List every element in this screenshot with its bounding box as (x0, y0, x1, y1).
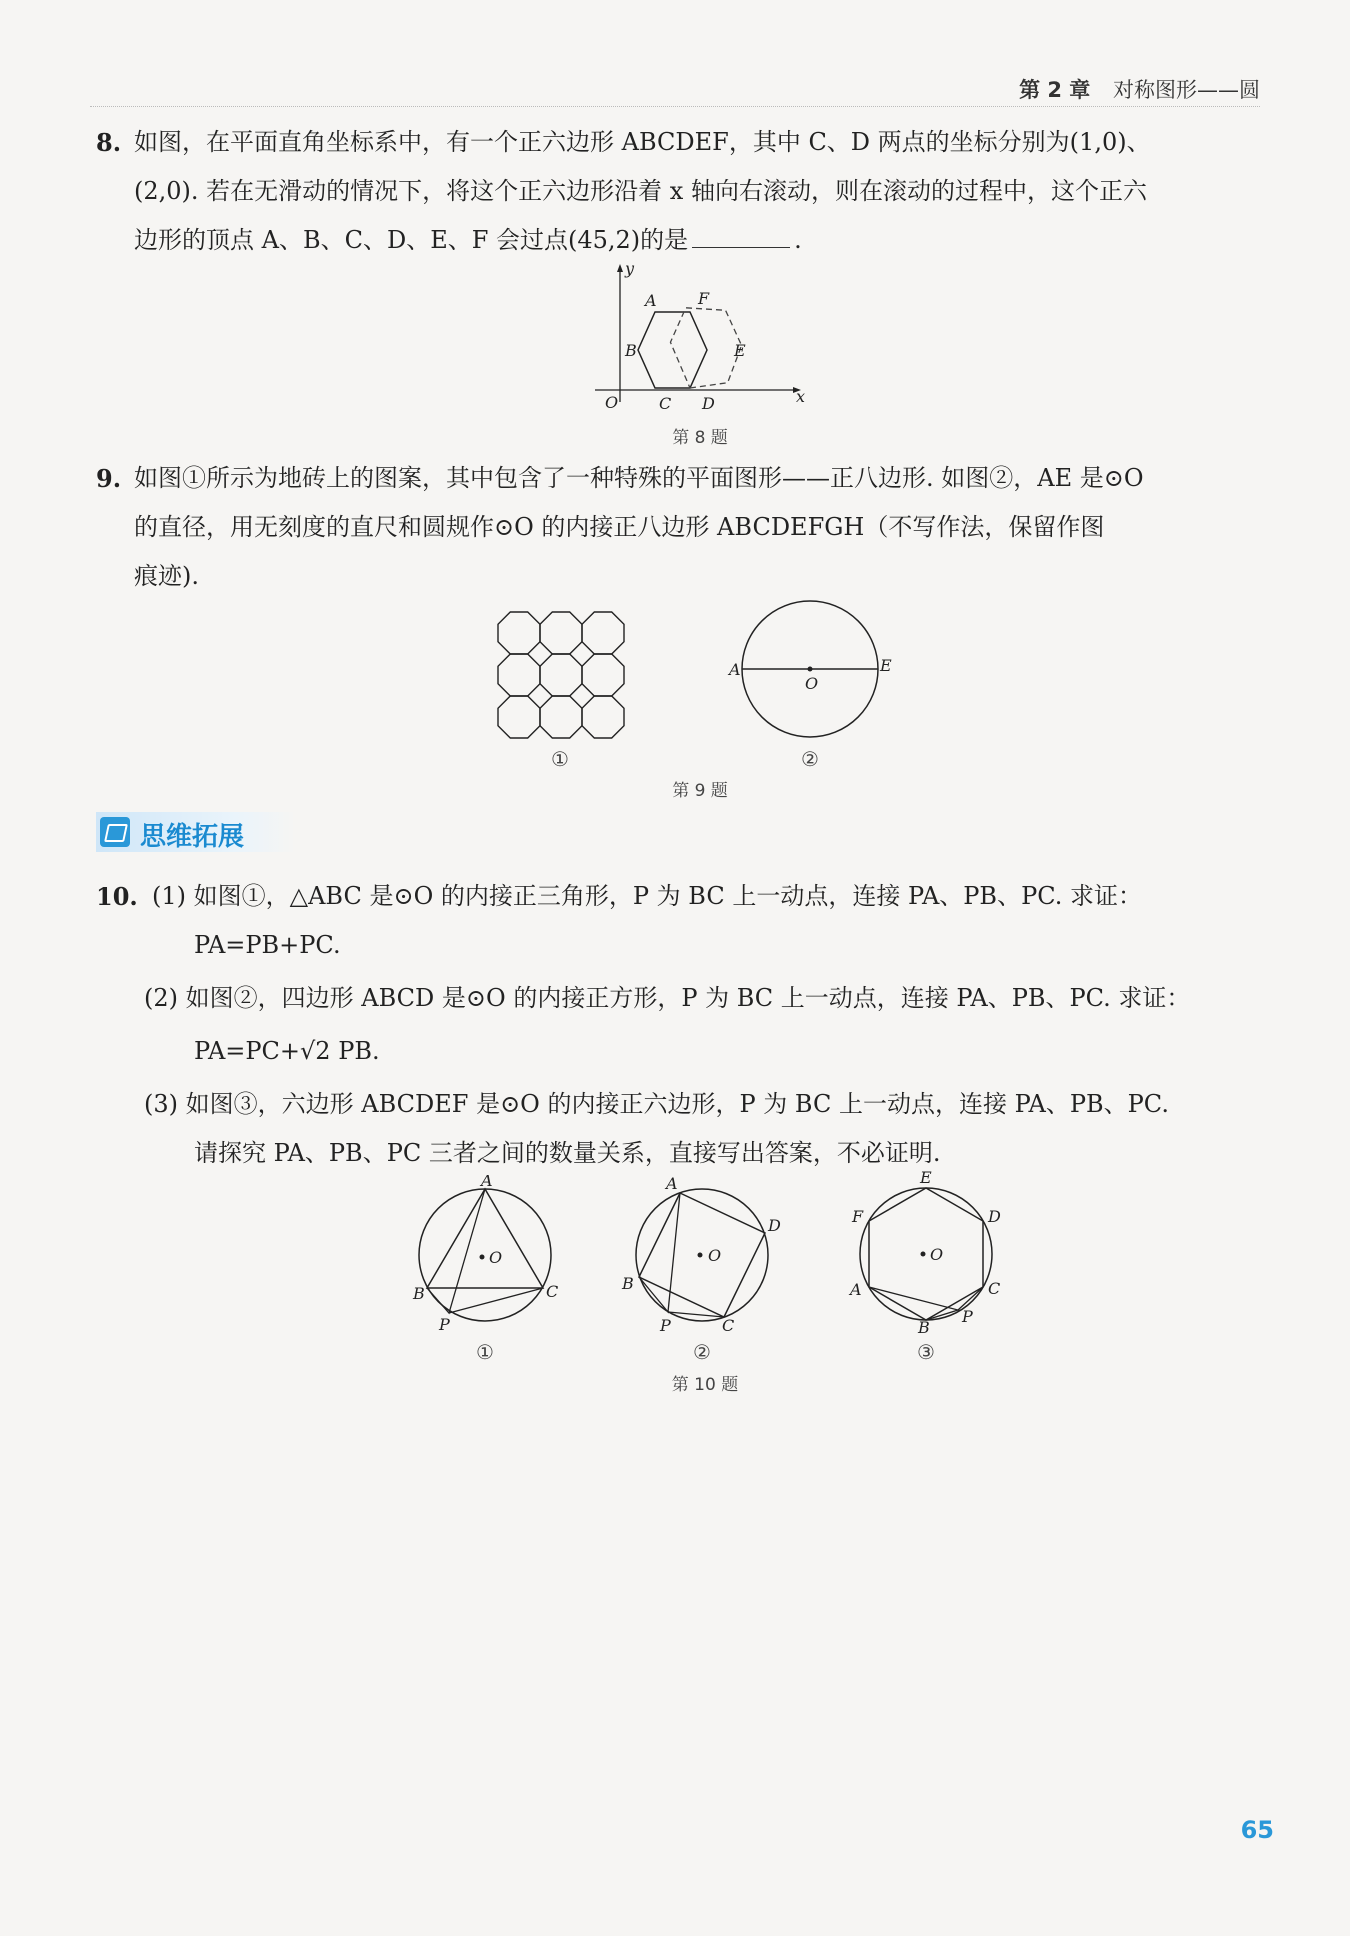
question-number: 9. (96, 464, 122, 493)
point-a: A (729, 660, 741, 679)
vertex-d: D (768, 1216, 781, 1235)
q10-figure-2 (620, 1175, 790, 1335)
octagon-tile (540, 612, 582, 654)
vertex-c: C (988, 1279, 1001, 1298)
question-text-line: . (794, 226, 802, 254)
question-number: 10. (96, 882, 138, 911)
page-number: 65 (1240, 1816, 1274, 1844)
point-e: E (880, 656, 892, 675)
answer-blank (692, 246, 790, 248)
figure-label: ② (801, 747, 819, 771)
q10-figure-1 (405, 1175, 575, 1335)
question-text-line: (2,0). 若在无滑动的情况下，将这个正六边形沿着 x 轴向右滚动，则在滚动的过程中，这个正六 (134, 177, 1147, 205)
point-p: P (660, 1316, 671, 1335)
vertex-b: B (622, 1274, 634, 1293)
vertex-a: A (666, 1175, 678, 1193)
center-o: O (805, 674, 819, 693)
figure-caption: 第 8 题 (672, 428, 728, 448)
figure-label: ① (476, 1340, 494, 1364)
header-divider (90, 106, 1260, 107)
octagon-tile (498, 612, 540, 654)
octagon-tile (540, 696, 582, 738)
octagon-tile (498, 696, 540, 738)
chapter-title: 对称图形——圆 (1113, 78, 1260, 102)
question-number: 8. (96, 128, 122, 157)
question-text-line: 的直径，用无刻度的直尺和圆规作⊙O 的内接正八边形 ABCDEFGH（不写作法，保留作图 (134, 513, 1105, 541)
label-origin: O (605, 393, 619, 412)
vertex-b: B (918, 1318, 930, 1335)
question-text-line: PA=PB+PC. (194, 931, 341, 959)
question-9 (96, 454, 1264, 601)
vertex-c: C (546, 1282, 559, 1301)
point-p: P (439, 1315, 450, 1334)
q8-figure (585, 262, 815, 412)
center-o: O (489, 1248, 503, 1267)
vertex-d: D (702, 394, 715, 412)
pencil-square-icon (100, 817, 130, 847)
question-text-line: 如图，在平面直角坐标系中，有一个正六边形 ABCDEF，其中 C、D 两点的坐标分别为(1,0)、 (134, 128, 1151, 156)
question-text-line: 如图①所示为地砖上的图案，其中包含了一种特殊的平面图形——正八边形. 如图②，AE 是⊙O (134, 464, 1144, 492)
question-8 (96, 118, 1264, 265)
section-title: 思维拓展 (140, 822, 245, 852)
vertex-f: F (698, 289, 710, 308)
octagon-tile (498, 654, 540, 696)
question-text-line: 痕迹). (134, 562, 199, 590)
vertex-b: B (413, 1284, 425, 1303)
q9-tile-pattern (496, 610, 626, 740)
figure-label: ② (693, 1340, 711, 1364)
figure-caption: 第 10 题 (671, 1375, 739, 1395)
vertex-e: E (920, 1170, 932, 1187)
octagon-tile (582, 654, 624, 696)
question-text-line: PA=PC+√2 PB. (194, 1037, 380, 1065)
center-o: O (708, 1246, 722, 1265)
vertex-e: E (734, 341, 746, 360)
vertex-c: C (659, 394, 672, 412)
figure-caption: 第 9 题 (672, 781, 728, 801)
vertex-a: A (645, 291, 657, 310)
q9-circle-figure (725, 597, 895, 747)
vertex-c: C (722, 1316, 735, 1335)
question-text-line: (2) 如图②，四边形 ABCD 是⊙O 的内接正方形，P 为 BC 上一动点，连接 PA、PB、PC. 求证： (144, 984, 1191, 1012)
question-10 (96, 872, 1264, 1178)
figure-label: ③ (917, 1340, 935, 1364)
q10-figure-3 (838, 1170, 1018, 1335)
vertex-b: B (625, 341, 637, 360)
question-text-line: 请探究 PA、PB、PC 三者之间的数量关系，直接写出答案，不必证明. (194, 1139, 941, 1167)
figure-label: ① (551, 747, 569, 771)
question-text-line: 边形的顶点 A、B、C、D、E、F 会过点(45,2)的是 (134, 226, 689, 254)
question-text-line: (1) 如图①，△ABC 是⊙O 的内接正三角形，P 为 BC 上一动点，连接 PA、PB、PC. 求证： (152, 882, 1142, 910)
axis-label-y: y (625, 262, 635, 278)
octagon-tile (582, 696, 624, 738)
octagon-tile (540, 654, 582, 696)
chapter-number: 第 2 章 (1019, 78, 1091, 102)
center-o: O (930, 1245, 944, 1264)
running-header (1019, 74, 1260, 104)
vertex-d: D (988, 1207, 1001, 1226)
section-banner (96, 812, 296, 852)
vertex-f: F (852, 1207, 864, 1226)
axis-label-x: x (796, 387, 806, 406)
vertex-a: A (850, 1280, 862, 1299)
point-p: P (962, 1307, 973, 1326)
question-text-line: (3) 如图③，六边形 ABCDEF 是⊙O 的内接正六边形，P 为 BC 上一动点，连接 PA、PB、PC. (144, 1090, 1169, 1118)
octagon-tile (582, 612, 624, 654)
vertex-a: A (481, 1175, 493, 1190)
